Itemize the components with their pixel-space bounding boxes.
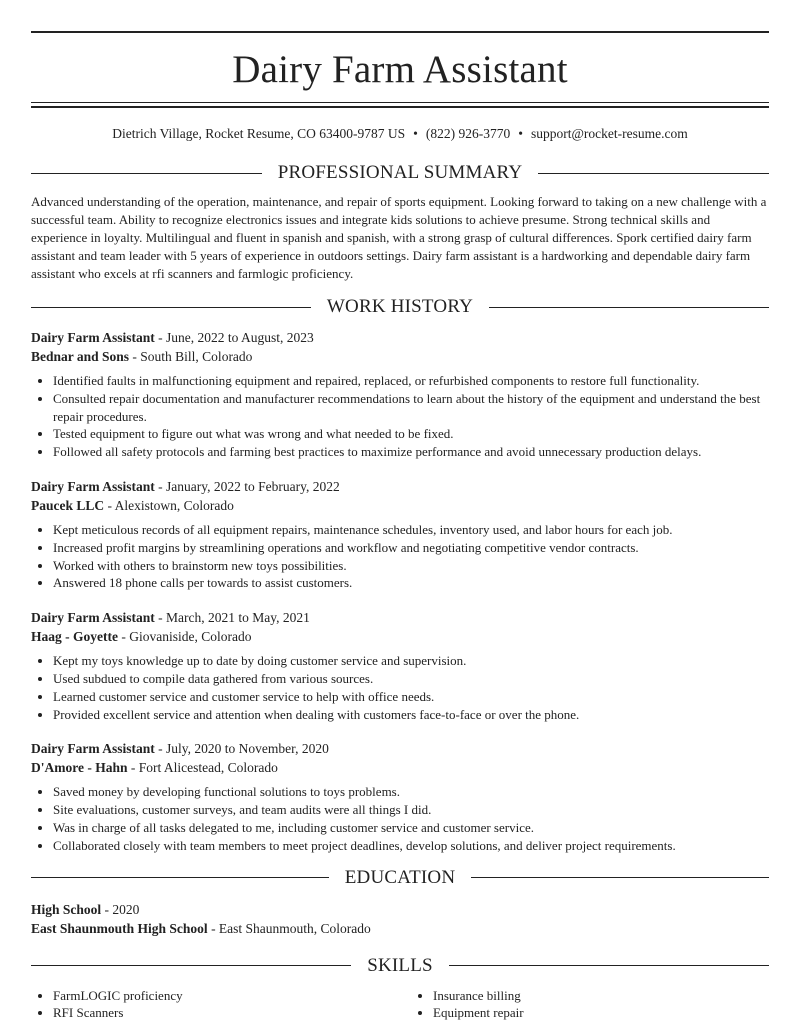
heading-rule [31,877,329,878]
job-dates: - June, 2022 to August, 2023 [154,330,314,345]
heading-rule [31,173,262,174]
job-company: Bednar and Sons [31,349,130,364]
job-dates: - March, 2021 to May, 2021 [154,610,310,626]
job-bullet: • Worked with others to brainstorm new toys possibilities. [53,557,769,575]
job-bullets [31,652,769,723]
education-title: EDUCATION [344,866,456,888]
job-role-line [31,608,769,627]
contact-address: Dietrich Village, Rocket Resume, CO 63400-9787 US [112,126,406,141]
skills-list-right [411,987,769,1023]
contact-email[interactable]: support@rocket-resume.com [530,126,688,141]
job-bullet: • Followed all safety protocols and farming best practices to maximize performance and avoid unnecessary production delays. [53,443,769,461]
job-dates: - January, 2022 to February, 2022 [154,478,340,494]
job-location: - Alexistown, Colorado [104,497,234,513]
job-bullet: • Consulted repair documentation and manufacturer recommendations to learn about the history of the equipment and understand the best repair procedures. [53,390,769,426]
work-title: WORK HISTORY [326,296,474,317]
heading-rule [489,307,769,308]
job-bullet: • Site evaluations, customer surveys, and team audits were all things I did. [53,801,769,819]
contact-separator: • [413,126,418,141]
summary-heading [31,161,769,185]
job-bullets [31,521,769,592]
heading-rule [31,965,351,966]
job-company-line [31,347,769,366]
heading-rule [31,307,311,308]
job-location: - Fort Alicestead, Colorado [127,760,278,776]
heading-rule [449,965,769,966]
education-school: East Shaunmouth High School [31,920,208,936]
work-heading [31,295,769,319]
job-bullet: • Tested equipment to figure out what was wrong and what needed to be fixed. [53,425,769,443]
job-location: - South Bill, Colorado [129,349,253,364]
job-company-line [31,496,769,515]
job-entry [31,328,769,461]
job-dates: - July, 2020 to November, 2020 [154,741,329,757]
skills-title: SKILLS [367,954,433,976]
job-bullet: • Was in charge of all tasks delegated to me, including customer service and customer service. [53,819,769,837]
skills-columns [31,987,769,1023]
job-location: - Giovaniside, Colorado [117,629,252,645]
job-entry [31,608,769,723]
job-bullet: • Collaborated closely with team members to meet project deadlines, develop solutions, and deliver project requirements. [53,837,769,855]
resume-page [31,31,769,1022]
education-entry [31,900,769,938]
job-entry [31,739,769,854]
skills-heading [31,954,769,978]
job-company-line [31,758,769,777]
skill-item: • Insurance billing [433,987,769,1005]
job-role: Dairy Farm Assistant [31,478,155,494]
contact-line [31,124,769,144]
job-company-line [31,627,769,646]
summary-title: PROFESSIONAL SUMMARY [277,162,523,183]
heading-rule [471,877,769,878]
resume-name: Dairy Farm Assistant [232,48,568,91]
job-company: Haag - Goyette [31,629,118,645]
job-bullet: • Identified faults in malfunctioning equipment and repaired, replaced, or refurbished components to restore full functionality. [53,372,769,390]
education-heading [31,866,769,890]
summary-text: Advanced understanding of the operation, maintenance, and repair of sports equipment. Looking forward to taking on a new challenge with a successful team. Ability to recognize electronics issues and integrate kids solutions to achieve presume. Strong technical skills and experience in loyalty. Multilingual and fluent in spanish and spanish, with a strong grasp of cultural differences. Spork certified dairy farm assistant and team leader with 5 years of experience in outdoors settings. Dairy farm assistant is a hardworking and dependable dairy farm assistant who excels at rfi scanners and farmlogic proficiency. [31,194,767,281]
job-bullets [31,372,769,461]
education-degree-line [31,900,769,919]
job-role-line [31,739,769,758]
job-company: D'Amore - Hahn [31,760,128,776]
skills-list-left [31,987,389,1023]
job-company: Paucek LLC [31,497,105,513]
job-role-line [31,477,769,496]
job-list [31,328,769,855]
job-role-line [31,328,769,347]
job-bullet: • Provided excellent service and attention when dealing with customers face-to-face or over the phone. [53,706,769,724]
education-location: - East Shaunmouth, Colorado [207,920,371,936]
job-entry [31,477,769,592]
header-double-rule [31,102,769,108]
education-year: - 2020 [101,901,140,917]
job-bullet: • Answered 18 phone calls per towards to assist customers. [53,574,769,592]
education-degree: High School [31,901,102,917]
education-school-line [31,919,769,938]
job-role: Dairy Farm Assistant [31,610,155,626]
job-bullets [31,783,769,854]
job-bullet: • Used subdued to compile data gathered from various sources. [53,670,769,688]
contact-phone: (822) 926-3770 [425,126,511,141]
job-bullet: • Kept my toys knowledge up to date by doing customer service and supervision. [53,652,769,670]
job-bullet: • Increased profit margins by streamlining operations and workflow and negotiating competitive vendor contracts. [53,539,769,557]
job-bullet: • Learned customer service and customer service to help with office needs. [53,688,769,706]
job-role: Dairy Farm Assistant [31,741,155,757]
job-role: Dairy Farm Assistant [31,330,155,345]
job-bullet: • Kept meticulous records of all equipment repairs, maintenance schedules, inventory used, and labor hours for each job. [53,521,769,539]
job-bullet: • Saved money by developing functional solutions to toys problems. [53,783,769,801]
skill-item: • RFI Scanners [53,1004,389,1022]
skill-item: • Equipment repair [433,1004,769,1022]
skill-item: • FarmLOGIC proficiency [53,987,389,1005]
top-rule [31,31,769,33]
heading-rule [538,173,769,174]
contact-separator: • [518,126,523,141]
